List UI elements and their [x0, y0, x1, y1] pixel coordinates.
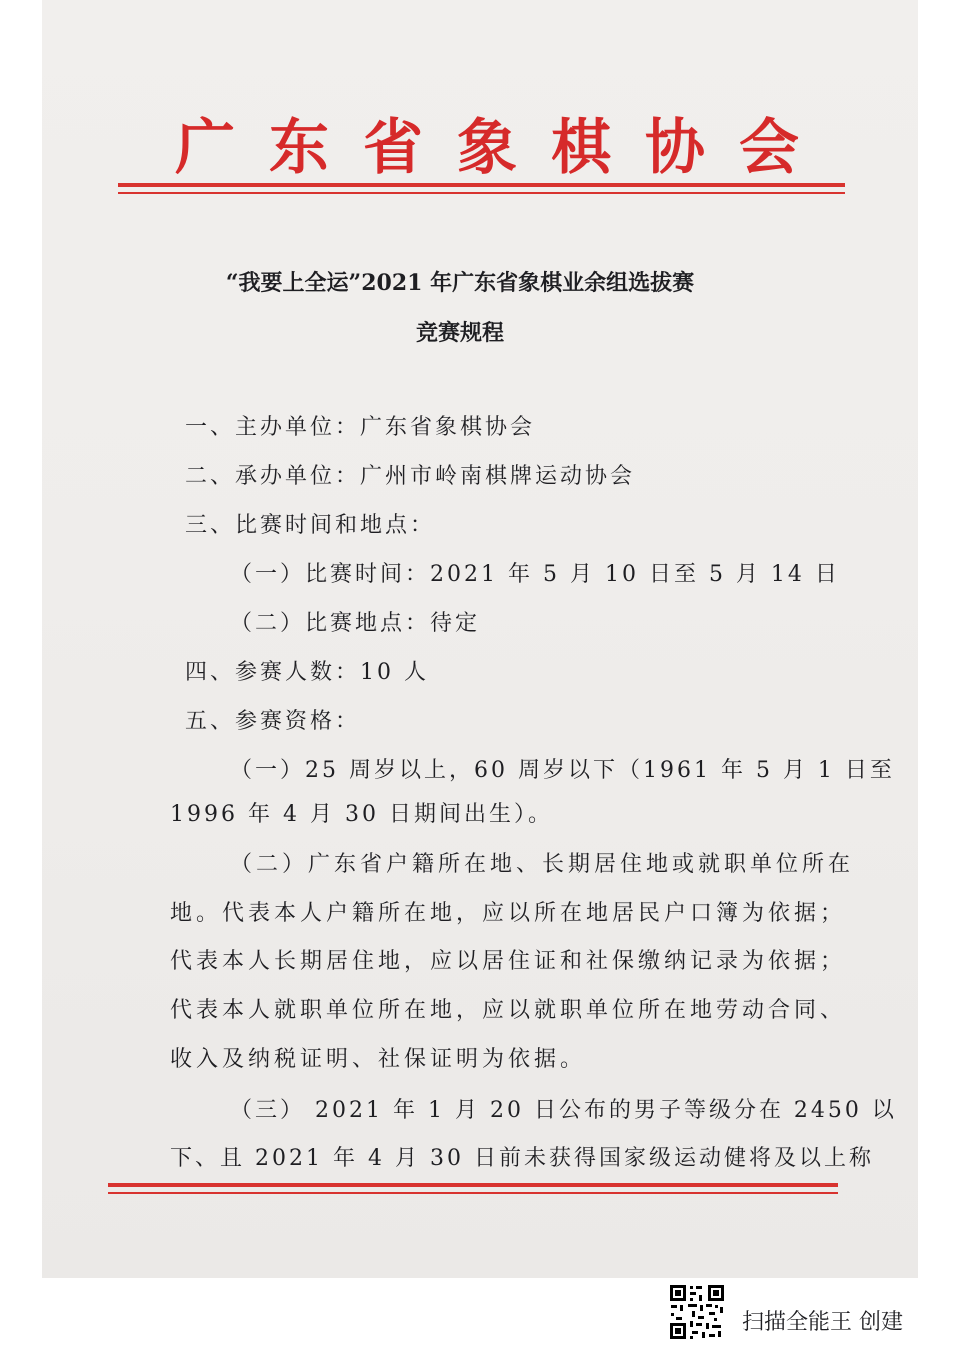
body-line: 下、且 2021 年 4 月 30 日前未获得国家级运动健将及以上称 [170, 1146, 874, 1171]
document-subtitle: 竞赛规程 [415, 320, 504, 346]
body-line: 代表本人就职单位所在地，应以就职单位所在地劳动合同、 [170, 998, 847, 1023]
body-line: 二、承办单位：广州市岭南棋牌运动协会 [185, 464, 636, 489]
body-line: （二）比赛地点：待定 [230, 611, 481, 636]
body-line: （一）比赛时间：2021 年 5 月 10 日至 5 月 14 日 [230, 562, 840, 587]
body-line: （三） 2021 年 1 月 20 日公布的男子等级分在 2450 以 [230, 1098, 897, 1123]
body-line: 五、参赛资格： [185, 709, 361, 734]
scanner-brand-text: 扫描全能王 创建 [742, 1310, 903, 1335]
body-line: 一、主办单位：广东省象棋协会 [185, 415, 536, 440]
body-line: 代表本人长期居住地，应以居住证和社保缴纳记录为依据； [170, 949, 847, 974]
footer-rule-bottom [108, 1192, 838, 1194]
body-line: 三、比赛时间和地点： [185, 513, 436, 538]
body-line: （二）广东省户籍所在地、长期居住地或就职单位所在 [230, 852, 855, 877]
scanner-watermark [668, 1283, 948, 1343]
body-line: 四、参赛人数：10 人 [185, 660, 429, 685]
body-line: 1996 年 4 月 30 日期间出生）。 [170, 802, 553, 827]
body-line: 地。代表本人户籍所在地，应以所在地居民户口簿为依据； [170, 901, 847, 926]
letterhead-title: 广东省象棋协会 [175, 113, 833, 183]
header-rule-bottom [118, 192, 845, 194]
footer-rule-top [108, 1183, 838, 1187]
qr-code-icon [668, 1283, 726, 1341]
document-title: “我要上全运”2021 年广东省象棋业余组选拔赛 [225, 270, 695, 296]
header-rule-top [118, 183, 845, 187]
body-line: （一）25 周岁以上，60 周岁以下（1961 年 5 月 1 日至 [230, 758, 895, 783]
body-line: 收入及纳税证明、社保证明为依据。 [170, 1047, 587, 1072]
